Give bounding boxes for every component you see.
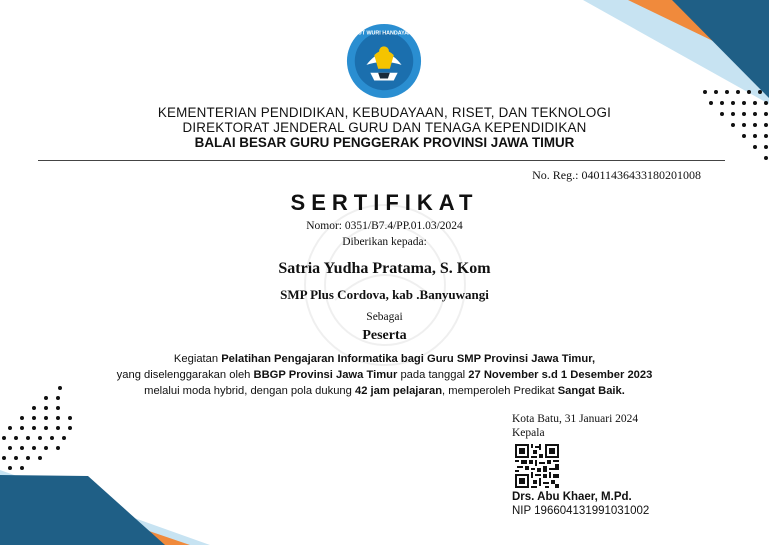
desc-text: , memperoleh Predikat (442, 385, 558, 397)
office-name: BALAI BESAR GURU PENGGERAK PROVINSI JAWA TIMUR (194, 135, 575, 150)
signatory-name: Drs. Abu Khaer, M.Pd. (512, 491, 632, 503)
description-line-3 (0, 384, 769, 399)
tut-wuri-handayani-logo (345, 22, 423, 100)
directorate-name: DIREKTORAT JENDERAL GURU DAN TENAGA KEPENDIDIKAN (182, 120, 587, 135)
organizer: BBGP Provinsi Jawa Timur (253, 369, 398, 381)
certificate-title: SERTIFIKAT (290, 190, 479, 215)
recipient-name: Satria Yudha Pratama, S. Kom (278, 260, 491, 277)
given-to-label: Diberikan kepada: (342, 236, 427, 248)
description-line-1 (0, 352, 769, 367)
description-line-2 (0, 368, 769, 383)
event-dates: 27 November s.d 1 Desember 2023 (468, 369, 653, 381)
qr-code-icon (515, 444, 559, 488)
signature-position: Kepala (512, 427, 545, 439)
desc-text: melalui moda hybrid, dengan pola dukung (144, 385, 355, 397)
certificate-number: Nomor: 0351/B7.4/PP.01.03/2024 (306, 220, 463, 232)
signatory-nip: NIP 196604131991031002 (512, 505, 650, 517)
desc-text: pada tanggal (397, 369, 469, 381)
signature-place-date: Kota Batu, 31 Januari 2024 (512, 413, 639, 425)
header-divider (38, 160, 725, 161)
institution-header (0, 105, 769, 150)
as-label: Sebagai (366, 311, 403, 323)
deco-bottom-left-navy (0, 475, 165, 545)
training-name: Pelatihan Pengajaran Informatika bagi Guru SMP Provinsi Jawa Timur, (221, 353, 596, 365)
study-hours: 42 jam pelajaran (354, 385, 443, 397)
predicate: Sangat Baik. (557, 385, 625, 397)
ministry-name: KEMENTERIAN PENDIDIKAN, KEBUDAYAAN, RISET, DAN TEKNOLOGI (157, 105, 612, 120)
registration-number: No. Reg.: 04011436433180201008 (532, 168, 701, 182)
desc-text: Kegiatan (173, 353, 222, 365)
recipient-role: Peserta (362, 328, 407, 343)
recipient-institution: SMP Plus Cordova, kab .Banyuwangi (280, 287, 489, 302)
logo-text: TUT WURI HANDAYANI (354, 30, 414, 37)
desc-text: yang diselenggarakan oleh (116, 369, 254, 381)
